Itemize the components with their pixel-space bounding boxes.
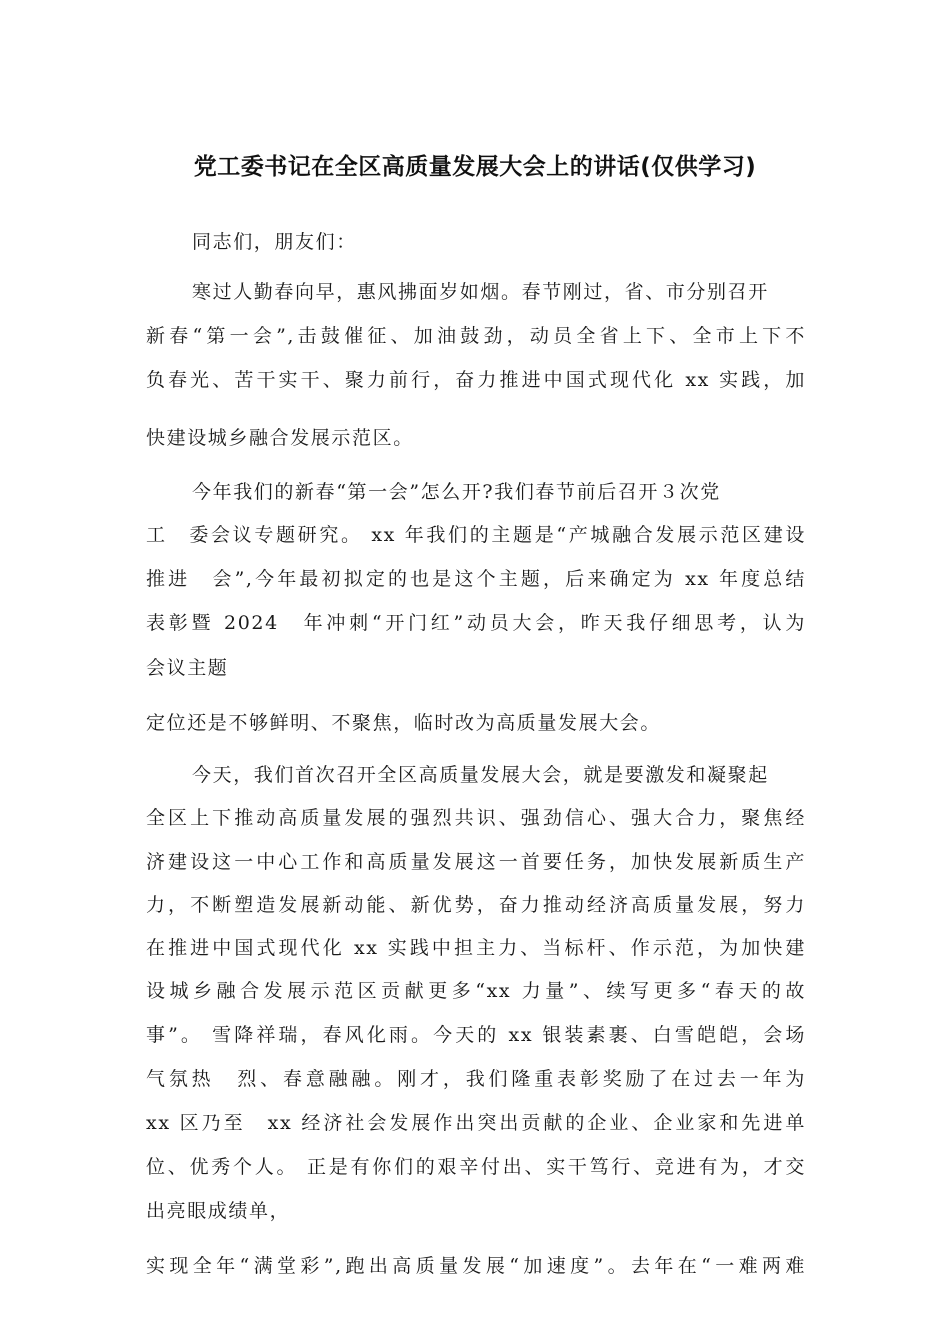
paragraph-line: 负春光、苦干实干、聚力前行，奋力推进中国式现代化 xx 实践，加 (146, 369, 806, 391)
salutation: 同志们，朋友们： (192, 231, 357, 253)
paragraph-line: 全区上下推动高质量发展的强烈共识、强劲信心、强大合力，聚焦经 (146, 807, 806, 829)
paragraph-line: 在推进中国式现代化 xx 实践中担主力、当标杆、作示范，为加快建 (146, 937, 806, 959)
paragraph-line: 工 委会议专题研究。 xx 年我们的主题是“产城融合发展示范区建设 (146, 524, 806, 546)
paragraph-line: 出亮眼成绩单， (146, 1200, 291, 1222)
paragraph-line: 气氛热 烈、春意融融。刚才，我们隆重表彰奖励了在过去一年为 (146, 1068, 806, 1090)
paragraph-line: 事”。 雪降祥瑞，春风化雨。今天的 xx 银装素裹、白雪皑皑，会场 (146, 1024, 806, 1046)
paragraph-line: 济建设这一中心工作和高质量发展这一首要任务，加快发展新质生产 (146, 851, 806, 873)
paragraph-line: 会议主题 (146, 657, 229, 679)
paragraph-line: 寒过人勤春向早，惠风拂面岁如烟。春节刚过，省、市分别召开 (192, 281, 769, 303)
paragraph-line: 位、优秀个人。 正是有你们的艰辛付出、实干笃行、竞进有为，才交 (146, 1156, 806, 1178)
paragraph-line: 设城乡融合发展示范区贡献更多“xx 力量”、续写更多“春天的故 (146, 980, 806, 1002)
paragraph-line: 实现全年“满堂彩”,跑出高质量发展“加速度”。去年在“一难两难 (146, 1255, 806, 1277)
paragraph-line: 表彰暨 2024 年冲刺“开门红”动员大会，昨天我仔细思考，认为 (146, 612, 806, 634)
paragraph-line: 推进 会”,今年最初拟定的也是这个主题，后来确定为 xx 年度总结 (146, 568, 806, 590)
paragraph-line: 今年我们的新春“第一会”怎么开?我们春节前后召开３次党 (192, 481, 721, 503)
paragraph-line: xx 区乃至 xx 经济社会发展作出突出贡献的企业、企业家和先进单 (146, 1112, 806, 1134)
paragraph-line: 力，不断塑造发展新动能、新优势，奋力推动经济高质量发展，努力 (146, 894, 806, 916)
document-title: 党工委书记在全区高质量发展大会上的讲话(仅供学习) (193, 154, 757, 180)
paragraph-line: 定位还是不够鲜明、不聚焦，临时改为高质量发展大会。 (146, 712, 662, 734)
paragraph-line: 今天，我们首次召开全区高质量发展大会，就是要激发和凝聚起 (192, 764, 769, 786)
paragraph-line: 新春“第一会”,击鼓催征、加油鼓劲，动员全省上下、全市上下不 (146, 325, 806, 347)
paragraph-line: 快建设城乡融合发展示范区。 (146, 427, 414, 449)
